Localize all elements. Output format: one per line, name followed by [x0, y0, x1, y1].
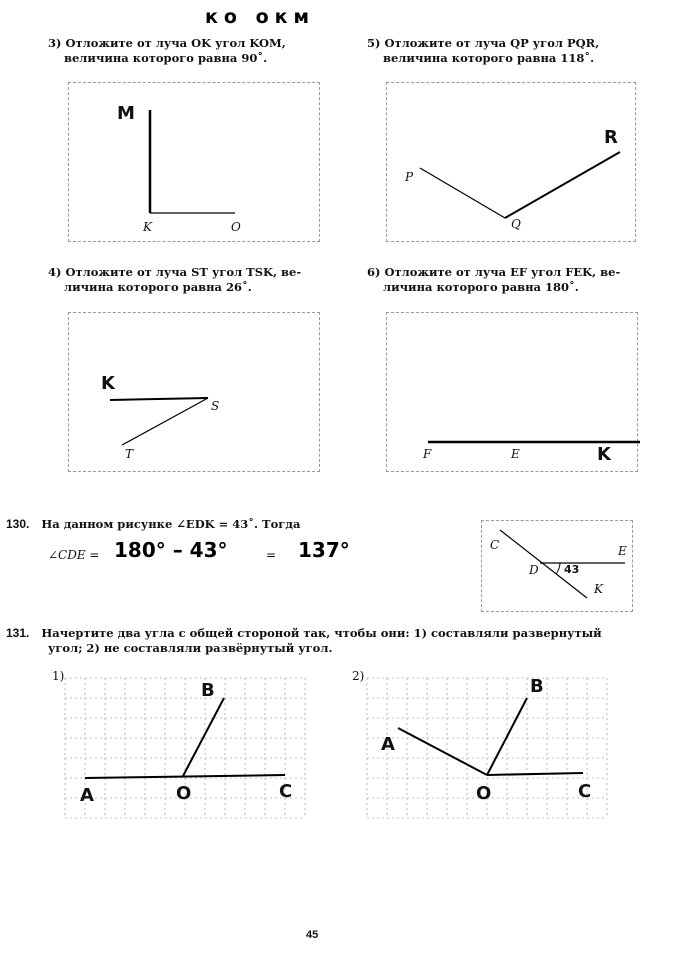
task-131-part1-point-o: O — [176, 783, 192, 804]
task-4-line2: личина которого равна 26˚. — [64, 280, 252, 294]
task-131-part2-point-c: C — [578, 781, 592, 802]
task-130-number: 130. — [6, 517, 30, 531]
task-130-statement: На данном рисунке ∠EDK = 43˚. Тогда — [41, 517, 301, 531]
task-3-line1: Отложите от луча OK угол KOM, — [65, 36, 286, 50]
task-130-answer-eq: = — [266, 548, 277, 562]
task-131-number: 131. — [6, 626, 30, 640]
task-131-part1-point-a: A — [80, 785, 94, 806]
task-4-point-t: T — [125, 447, 134, 461]
task-130-answer-label: ∠CDE = — [48, 548, 100, 562]
page-number: 45 — [306, 929, 319, 941]
task-3-point-o: O — [231, 220, 241, 234]
task-130-point-d: D — [529, 563, 539, 577]
task-131-part1-point-b: B — [201, 680, 215, 701]
task-3-line2: величина которого равна 90˚. — [64, 51, 268, 65]
task-130-answer-result: 137° — [298, 538, 350, 562]
task-5-number: 5) — [367, 36, 381, 50]
task-130-angle-value: 43 — [564, 563, 580, 576]
task-130-point-k: K — [594, 582, 603, 596]
task-5-point-q: Q — [511, 217, 521, 231]
handwritten-header-note: ко окм — [205, 6, 316, 28]
task-5-point-p: P — [405, 170, 414, 184]
task-131-part2-point-a: A — [381, 734, 395, 755]
task-4-number: 4) — [48, 265, 62, 279]
task-6-point-e: E — [511, 447, 520, 461]
task-4-point-s: S — [211, 399, 220, 413]
task-4-point-k: K — [101, 373, 115, 394]
task-131-part2-label: 2) — [352, 669, 365, 683]
task-3-point-m: M — [117, 103, 135, 124]
task-5-line1: Отложите от луча QP угол PQR, — [384, 36, 600, 50]
task-131-line2: угол; 2) не составляли развёрнутый угол. — [48, 641, 333, 655]
task-6-point-k: K — [597, 444, 611, 465]
task-131-part2-point-o: O — [476, 783, 492, 804]
task-131-line1: Начертите два угла с общей стороной так, чтобы они: 1) составляли развернутый — [41, 626, 602, 640]
task-4-line1: Отложите от луча ST угол TSK, ве- — [65, 265, 302, 279]
task-6-line1: Отложите от луча EF угол FEK, ве- — [384, 265, 621, 279]
task-3-number: 3) — [48, 36, 62, 50]
task-3-point-k: K — [143, 220, 152, 234]
task-5-point-r: R — [604, 127, 618, 148]
task-130-point-c: C — [490, 538, 500, 552]
task-5-line2: величина которого равна 118˚. — [383, 51, 595, 65]
task-130-answer-work: 180° – 43° — [114, 538, 228, 562]
task-130-point-e: E — [618, 544, 627, 558]
task-131-part1-point-c: C — [279, 781, 293, 802]
task-6-number: 6) — [367, 265, 381, 279]
task-131-part1-label: 1) — [52, 669, 65, 683]
task-131-part2-point-b: B — [530, 676, 544, 697]
task-6-line2: личина которого равна 180˚. — [383, 280, 579, 294]
task-6-point-f: F — [423, 447, 432, 461]
